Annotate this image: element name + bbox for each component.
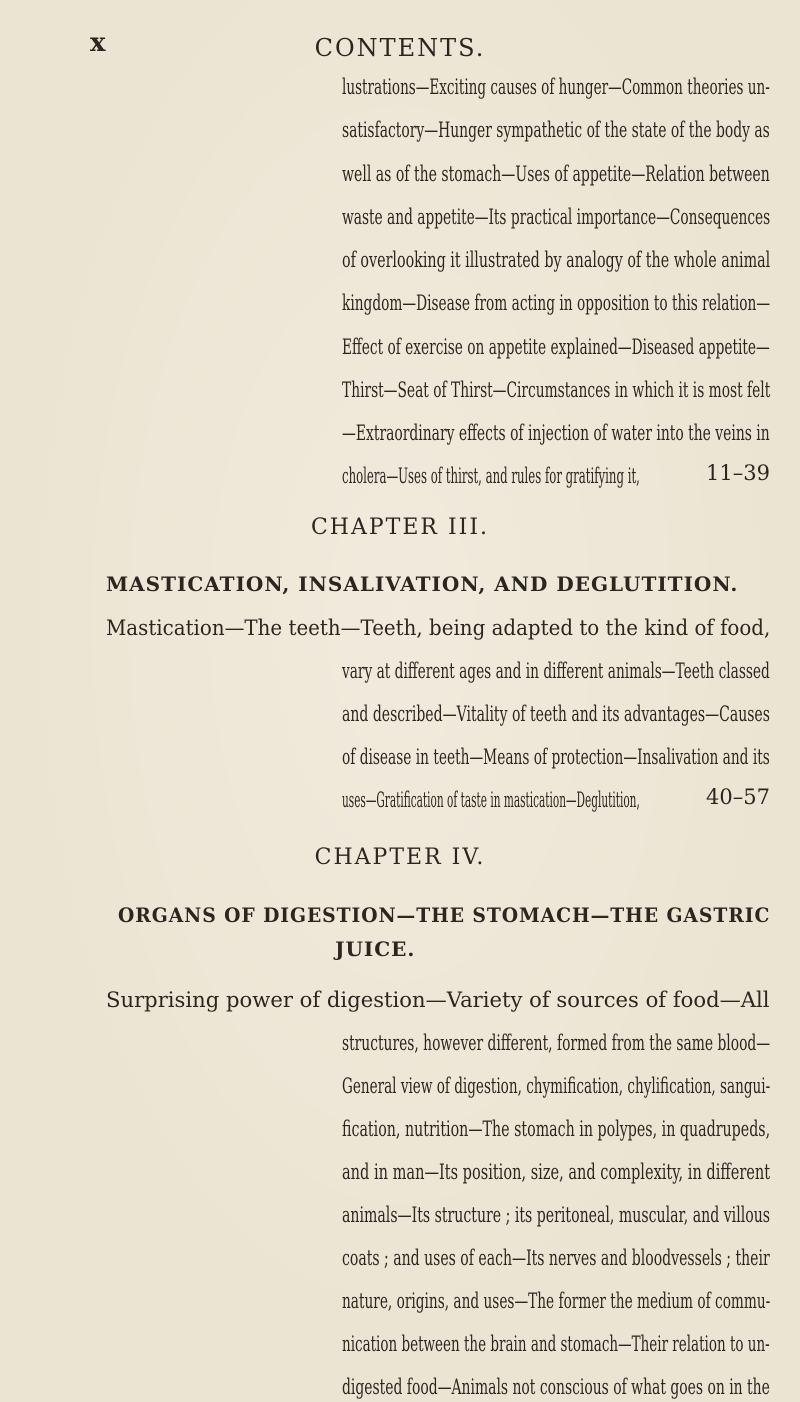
text-line: Surprising power of digestion—Variety of sources of food—All — [106, 988, 770, 1012]
text-line: nication between the brain and stomach—Their relation to un- — [342, 1332, 770, 1356]
chapter-heading: CHAPTER IV. — [314, 845, 486, 870]
text-line: satisfactory—Hunger sympathetic of the state of the body as — [342, 118, 770, 142]
text-line: and in man—Its position, size, and complexity, in different — [342, 1160, 771, 1184]
text-line: of disease in teeth—Means of protection—Insalivation and its — [342, 745, 770, 769]
page-header — [0, 26, 800, 66]
text-line: digested food—Animals not conscious of what goes on in the — [342, 1375, 770, 1399]
text-line: of overlooking it illustrated by analogy of the whole animal — [342, 248, 771, 272]
text-line: kingdom—Disease from acting in opposition to this relation— — [342, 291, 771, 315]
text-line: structures, however different, formed from the same blood— — [342, 1031, 771, 1055]
text-line: Thirst—Seat of Thirst—Circumstances in which it is most felt — [342, 378, 771, 402]
chapter-title: ORGANS OF DIGESTION—THE STOMACH—THE GASTRIC — [118, 903, 771, 927]
text-line: and described—Vitality of teeth and its advantages—Causes — [342, 702, 770, 726]
running-head: CONTENTS. — [314, 34, 486, 62]
text-line: lustrations—Exciting causes of hunger—Common theories un- — [342, 75, 770, 99]
text-line: uses—Gratification of taste in mastication—Deglutition, — [342, 788, 640, 812]
text-line: Effect of exercise on appetite explained—Diseased appetite— — [342, 335, 770, 359]
text-line: vary at different ages and in different animals—Teeth classed — [342, 659, 770, 683]
text-line: cholera—Uses of thirst, and rules for gratifying it, — [342, 464, 640, 488]
text-line: —Extraordinary effects of injection of water into the veins in — [342, 421, 770, 445]
text-line: General view of digestion, chymification, chylification, sangui- — [342, 1074, 771, 1098]
text-line: coats ; and uses of each—Its nerves and bloodvessels ; their — [342, 1246, 770, 1270]
text-line: Mastication—The teeth—Teeth, being adapted to the kind of food, — [106, 616, 771, 640]
page-range: 11–39 — [706, 461, 770, 485]
text-line: nature, origins, and uses—The former the medium of commu- — [342, 1289, 771, 1313]
text-line: animals—Its structure ; its peritoneal, muscular, and villous — [342, 1203, 771, 1227]
chapter-heading: CHAPTER III. — [310, 515, 490, 540]
text-line: well as of the stomach—Uses of appetite—Relation between — [342, 162, 770, 186]
chapter-title: MASTICATION, INSALIVATION, AND DEGLUTITION. — [106, 572, 739, 596]
chapter-title-continued: JUICE. — [335, 937, 416, 961]
text-line: waste and appetite—Its practical importance—Consequences — [342, 205, 771, 229]
page-range: 40–57 — [706, 785, 770, 809]
text-line: fication, nutrition—The stomach in polypes, in quadrupeds, — [342, 1117, 771, 1141]
page-number: x — [90, 28, 107, 58]
